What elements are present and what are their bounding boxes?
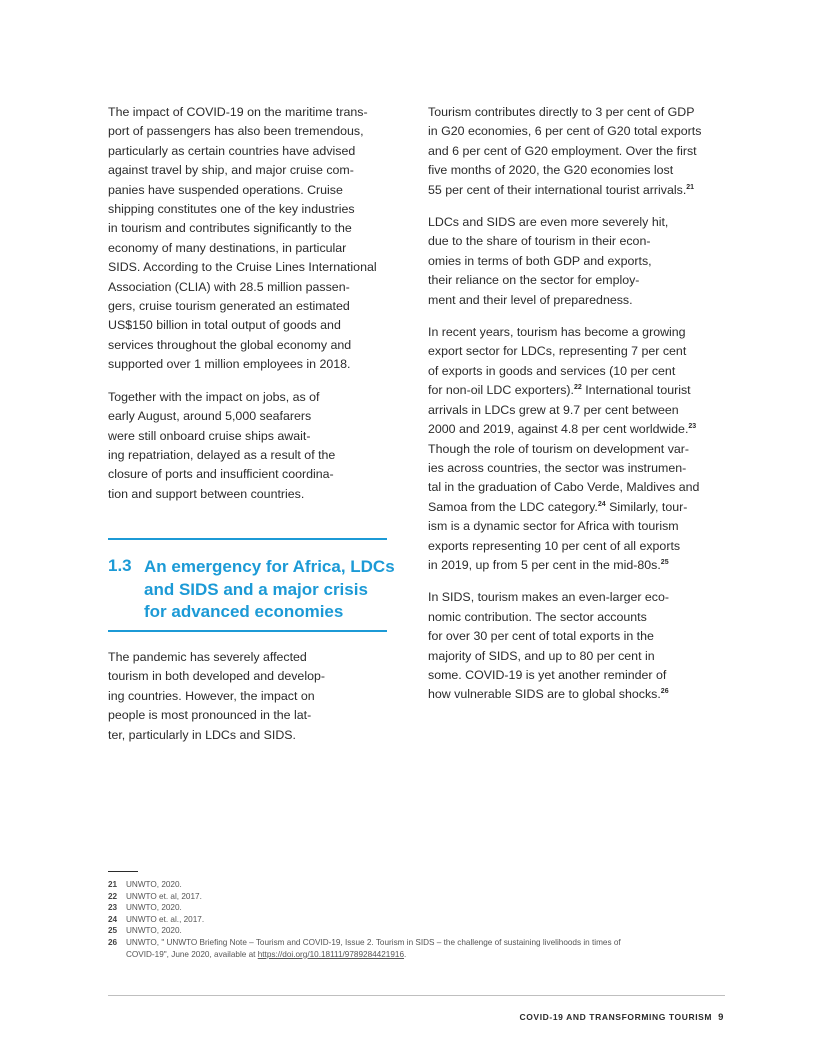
text-line: Tourism contributes directly to 3 per cent of GDP (428, 105, 695, 119)
section-heading (108, 538, 395, 632)
footnote-number: 26 (108, 937, 118, 947)
text-line: The impact of COVID-19 on the maritime trans- (108, 105, 368, 119)
text-line (428, 498, 713, 517)
text-fragment: in 2019, up from 5 per cent in the mid-80s. (428, 557, 661, 572)
paragraph-pandemic (108, 648, 390, 745)
text-line: arrivals in LDCs grew at 9.7 per cent between (428, 402, 679, 417)
footnote (108, 914, 708, 926)
text-line (428, 420, 713, 439)
footnote-number: 25 (108, 926, 118, 936)
text-line: in G20 economies, 6 per cent of G20 total exports (428, 124, 702, 139)
text-line: SIDS. According to the Cruise Lines International (108, 260, 377, 275)
text-fragment: Similarly, tour- (605, 499, 688, 514)
footnote-text: UNWTO, 2020. (126, 880, 182, 889)
text-line: were still onboard cruise ships await- (108, 428, 311, 443)
footnote-continuation (108, 949, 708, 961)
text-line: particularly as certain countries have advised (108, 143, 356, 158)
footnote-ref-link[interactable]: 26 (660, 688, 669, 696)
text-line: ment and their level of preparedness. (428, 292, 633, 307)
text-line (428, 181, 713, 200)
section-title-line: An emergency for Africa, LDCs (144, 557, 395, 576)
section-title-line: for advanced economies (144, 602, 344, 621)
text-line: export sector for LDCs, representing 7 per cent (428, 344, 687, 359)
section-title-line: and SIDS and a major crisis (144, 579, 368, 599)
page-footer (519, 1012, 724, 1023)
text-line: ing repatriation, delayed as a result of the (108, 447, 336, 462)
text-line: people is most pronounced in the lat- (108, 708, 312, 723)
text-line: ies across countries, the sector was instrumen- (428, 460, 687, 475)
text-line (428, 685, 713, 704)
text-line: nomic contribution. The sector accounts (428, 609, 647, 624)
footnote (108, 937, 708, 949)
text-fragment: for non-oil LDC exporters). (428, 383, 574, 398)
text-line: early August, around 5,000 seafarers (108, 409, 312, 424)
paragraph-g20 (428, 103, 713, 200)
doi-link[interactable]: https://doi.org/10.18111/9789284421916 (257, 949, 405, 959)
paragraph-recent-years (428, 323, 713, 575)
footnote-number: 21 (108, 880, 118, 889)
footnote-number: 24 (108, 914, 118, 924)
left-column (108, 103, 390, 517)
text-line: shipping constitutes one of the key industries (108, 202, 355, 217)
section-number: 1.3 (108, 556, 132, 575)
footnote-text: UNWTO, " UNWTO Briefing Note – Tourism and COVID-19, Issue 2. Tourism in SIDS – the challenge of sustaining livelihoods in times of (126, 937, 621, 947)
text-line: Though the role of tourism on development var- (428, 441, 690, 456)
text-line: omies in terms of both GDP and exports, (428, 253, 652, 268)
paragraph-maritime (108, 103, 390, 375)
text-fragment: Samoa from the LDC category. (428, 499, 598, 514)
footnote-text: UNWTO et. al, 2017. (126, 891, 202, 901)
text-line: due to the share of tourism in their econ- (428, 234, 651, 249)
text-line: economy of many destinations, in particular (108, 240, 347, 255)
text-line: In recent years, tourism has become a growing (428, 325, 686, 340)
text-line (428, 556, 713, 575)
footer-divider (108, 995, 725, 996)
footnote (108, 879, 708, 891)
paragraph-pandemic-container (108, 648, 390, 758)
text-line: panies have suspended operations. Cruise (108, 182, 343, 197)
text-line: ing countries. However, the impact on (108, 688, 315, 703)
text-line: ter, particularly in LDCs and SIDS. (108, 727, 297, 742)
footnote-ref-link[interactable]: 23 (688, 423, 697, 431)
footnote-text: COVID-19", June 2020, available at (126, 949, 258, 959)
text-line: against travel by ship, and major cruise com- (108, 163, 354, 178)
text-line: supported over 1 million employees in 2018. (108, 357, 351, 372)
text-line: US$150 billion in total output of goods and (108, 318, 341, 333)
text-line: Association (CLIA) with 28.5 million passen- (108, 279, 350, 294)
text-line: of exports in goods and services (10 per cent (428, 363, 676, 378)
text-line: tion and support between countries. (108, 486, 305, 501)
text-fragment: 2000 and 2019, against 4.8 per cent worldwide. (428, 422, 689, 437)
paragraph-sids (428, 588, 713, 704)
text-line: tal in the graduation of Cabo Verde, Maldives and (428, 480, 700, 495)
footnote-ref-link[interactable]: 24 (597, 500, 606, 508)
footnote-ref-link[interactable]: 25 (660, 558, 669, 566)
text-line: In SIDS, tourism makes an even-larger eco- (428, 590, 670, 605)
footnote-text: UNWTO, 2020. (126, 926, 182, 936)
footer-title: COVID-19 AND TRANSFORMING TOURISM (519, 1012, 713, 1022)
text-line: tourism in both developed and develop- (108, 669, 325, 684)
text-fragment: 55 per cent of their international tourist arrivals. (428, 182, 687, 197)
footnote (108, 891, 708, 903)
text-line: gers, cruise tourism generated an estimated (108, 299, 350, 314)
footnote-text: . (404, 949, 407, 959)
text-line: for over 30 per cent of total exports in the (428, 629, 654, 644)
footnote (108, 925, 708, 937)
text-line: closure of ports and insufficient coordina- (108, 467, 334, 482)
text-line: LDCs and SIDS are even more severely hit, (428, 215, 669, 230)
text-fragment: International tourist (581, 383, 691, 398)
footnote-divider (108, 871, 138, 872)
footnote (108, 902, 708, 914)
footnotes (108, 879, 708, 960)
footnote-ref-link[interactable]: 22 (574, 384, 582, 392)
page-number: 9 (718, 1012, 724, 1023)
footnote-ref-link[interactable]: 21 (686, 183, 695, 191)
text-line: some. COVID-19 is yet another reminder of (428, 667, 667, 682)
text-line (428, 381, 713, 400)
text-line: ism is a dynamic sector for Africa with tourism (428, 519, 679, 534)
text-line: The pandemic has severely affected (108, 650, 307, 664)
section-title (144, 556, 395, 624)
text-line: and 6 per cent of G20 employment. Over the first (428, 143, 697, 158)
text-line: Together with the impact on jobs, as of (108, 389, 320, 404)
text-fragment: how vulnerable SIDS are to global shocks. (428, 687, 661, 702)
paragraph-seafarers (108, 388, 390, 504)
text-line: port of passengers has also been tremendous, (108, 124, 364, 139)
text-line: five months of 2020, the G20 economies lost (428, 163, 674, 178)
footnote-number: 22 (108, 891, 118, 901)
footnote-text: UNWTO, 2020. (126, 903, 182, 913)
text-line: majority of SIDS, and up to 80 per cent in (428, 648, 655, 663)
right-column (428, 103, 713, 718)
paragraph-ldcs-sids (428, 213, 713, 310)
footnote-text: UNWTO et. al., 2017. (126, 914, 205, 924)
footnote-number: 23 (108, 903, 118, 913)
text-line: exports representing 10 per cent of all exports (428, 538, 681, 553)
text-line: their reliance on the sector for employ- (428, 273, 640, 288)
text-line: in tourism and contributes significantly to the (108, 221, 352, 236)
text-line: services throughout the global economy and (108, 337, 352, 352)
